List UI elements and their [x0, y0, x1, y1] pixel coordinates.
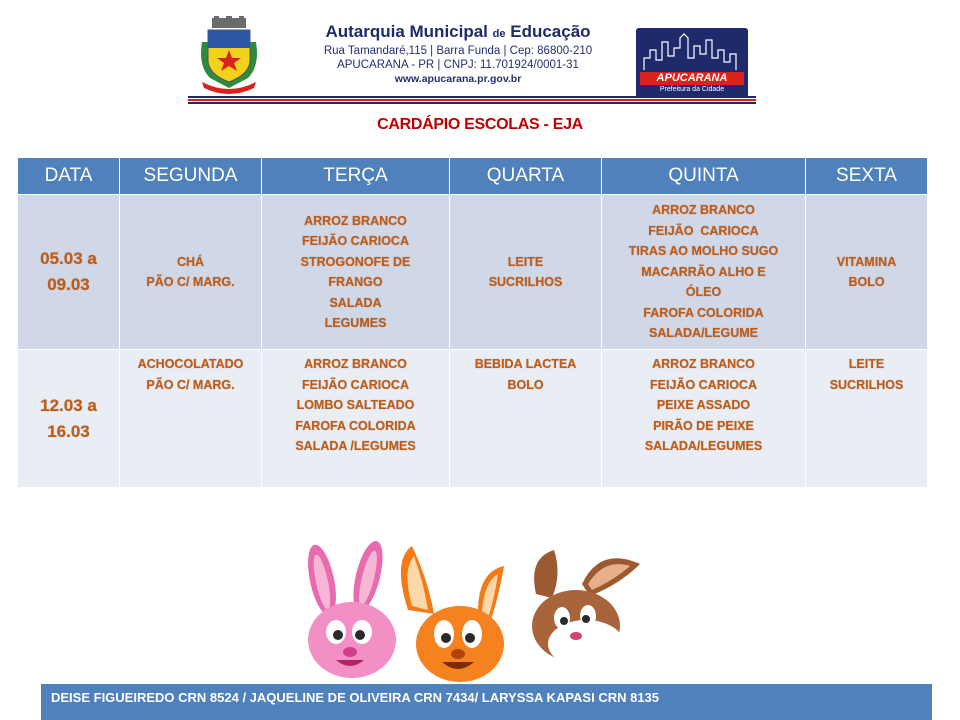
menu-table	[17, 157, 928, 488]
organization-address: Rua Tamandaré,115 | Barra Funda | Cep: 86800-210	[323, 45, 593, 57]
header-sexta: SEXTA	[806, 158, 928, 195]
date-cell: 12.03 a 16.03	[18, 350, 120, 488]
quinta-cell: ARROZ BRANCO FEIJÃO CARIOCA TIRAS AO MOLHO SUGO MACARRÃO ALHO E ÓLEO FAROFA COLORIDA SALADA/LEGUME	[602, 195, 806, 350]
city-skyline-icon	[636, 28, 748, 72]
city-logo	[636, 28, 748, 98]
footer-nutritionists: DEISE FIGUEIREDO CRN 8524 / JAQUELINE DE OLIVEIRA CRN 7434/ LARYSSA KAPASI CRN 8135	[41, 684, 932, 720]
table-row	[18, 350, 928, 488]
city-logo-name: APUCARANA	[640, 72, 744, 85]
table-row	[18, 195, 928, 350]
organization-block	[288, 22, 628, 86]
brown-bunny-icon	[532, 550, 640, 668]
quarta-cell: LEITE SUCRILHOS	[450, 195, 602, 350]
orange-bunny-icon	[401, 546, 504, 682]
sexta-cell: VITAMINA BOLO	[806, 195, 928, 350]
segunda-cell: CHÁ PÃO C/ MARG.	[120, 195, 262, 350]
quarta-cell: BEBIDA LACTEA BOLO	[450, 350, 602, 488]
header-data: DATA	[18, 158, 120, 195]
organization-name: Autarquia Municipal de Educação	[325, 22, 591, 41]
header-segunda: SEGUNDA	[120, 158, 262, 195]
header-quarta: QUARTA	[450, 158, 602, 195]
header-rule-navy	[188, 102, 756, 104]
terca-cell: ARROZ BRANCO FEIJÃO CARIOCA STROGONOFE DE FRANGO SALADA LEGUMES	[262, 195, 450, 350]
header-rule-red	[188, 99, 756, 101]
coat-of-arms-icon	[196, 16, 262, 98]
quinta-cell: ARROZ BRANCO FEIJÃO CARIOCA PEIXE ASSADO PIRÃO DE PEIXE SALADA/LEGUMES	[602, 350, 806, 488]
header-terca: TERÇA	[262, 158, 450, 195]
date-cell: 05.03 a 09.03	[18, 195, 120, 350]
pink-bunny-icon	[303, 540, 396, 678]
letterhead	[188, 12, 756, 104]
header-quinta: QUINTA	[602, 158, 806, 195]
sexta-cell: LEITE SUCRILHOS	[806, 350, 928, 488]
organization-website: www.apucarana.pr.gov.br	[394, 73, 522, 85]
organization-cnpj: APUCARANA - PR | CNPJ: 11.701924/0001-31	[337, 59, 579, 71]
segunda-cell: ACHOCOLATADO PÃO C/ MARG.	[120, 350, 262, 488]
header-rule-blue	[188, 96, 756, 98]
easter-bunnies-illustration	[300, 540, 650, 682]
city-logo-subtitle: Prefeitura da Cidade	[659, 86, 725, 93]
table-header-row	[18, 158, 928, 195]
page-title: CARDÁPIO ESCOLAS - EJA	[377, 116, 583, 133]
terca-cell: ARROZ BRANCO FEIJÃO CARIOCA LOMBO SALTEADO FAROFA COLORIDA SALADA /LEGUMES	[262, 350, 450, 488]
